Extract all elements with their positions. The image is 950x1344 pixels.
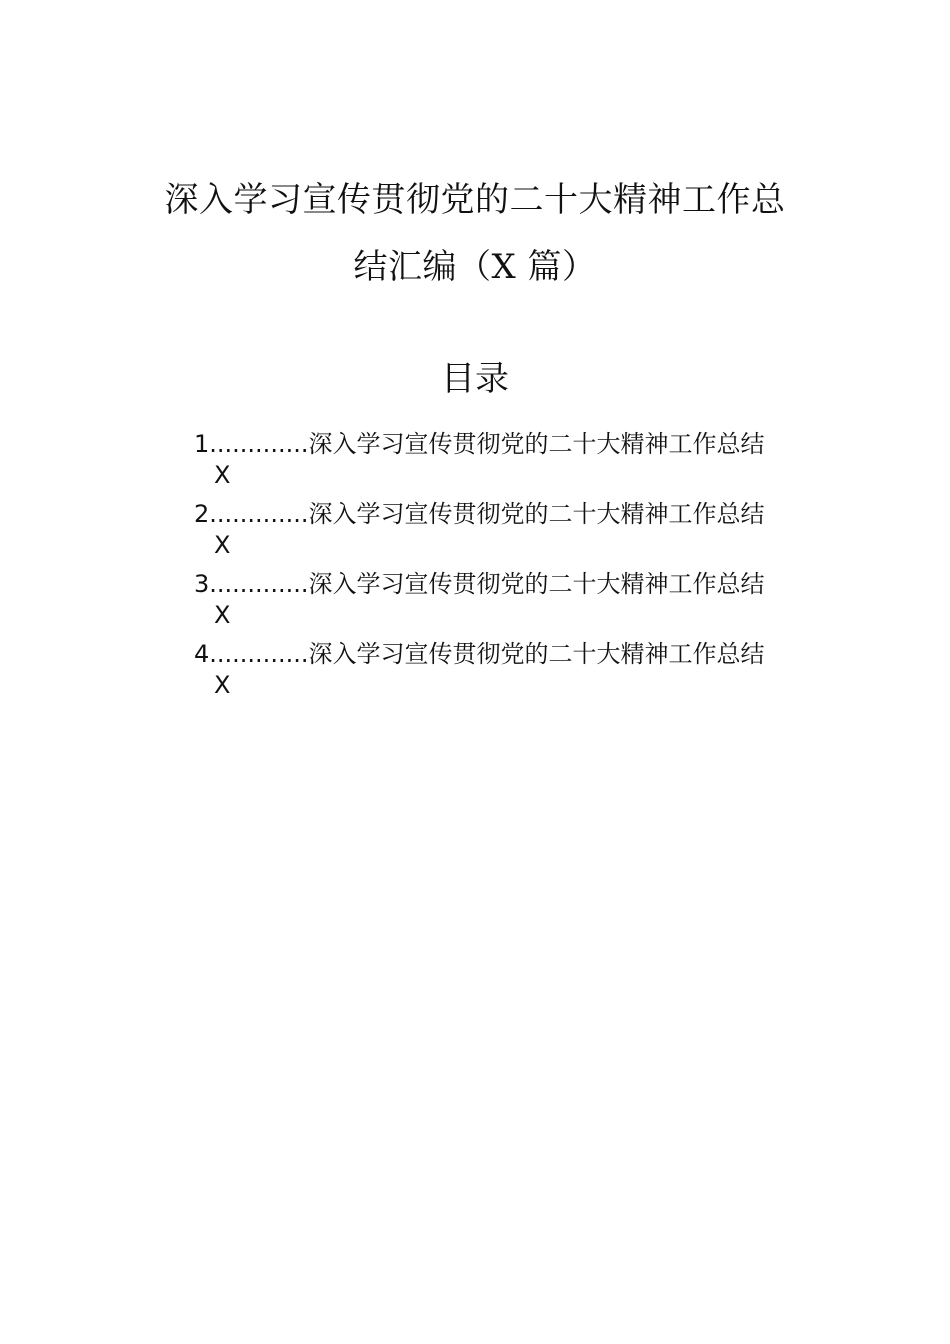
toc-entry[interactable] xyxy=(194,568,834,638)
toc-entry-number: 4 xyxy=(194,640,210,668)
toc-entry-line xyxy=(194,498,834,531)
toc-entry-number: 2 xyxy=(194,500,210,528)
toc-entry-line xyxy=(194,428,834,461)
toc-entry[interactable] xyxy=(194,638,834,708)
document-title-line-1: 深入学习宣传贯彻党的二十大精神工作总 xyxy=(164,180,786,220)
table-of-contents xyxy=(194,428,834,708)
toc-entry-continuation: X xyxy=(214,671,231,699)
toc-entry-leader: ............. xyxy=(209,430,309,458)
toc-entry[interactable] xyxy=(194,428,834,498)
toc-entry[interactable] xyxy=(194,498,834,568)
toc-entry-title: 深入学习宣传贯彻党的二十大精神工作总结 xyxy=(308,640,765,668)
toc-entry-continuation: X xyxy=(214,531,231,559)
toc-heading: 目录 xyxy=(441,359,509,399)
toc-entry-leader: ............. xyxy=(209,570,309,598)
toc-entry-leader: ............. xyxy=(209,640,309,668)
toc-entry-leader: ............. xyxy=(209,500,309,528)
toc-entry-continuation: X xyxy=(214,461,231,489)
toc-entry-number: 3 xyxy=(194,570,210,598)
toc-entry-line xyxy=(194,638,834,671)
toc-entry-continuation: X xyxy=(214,601,231,629)
toc-entry-title: 深入学习宣传贯彻党的二十大精神工作总结 xyxy=(308,500,765,528)
toc-entry-title: 深入学习宣传贯彻党的二十大精神工作总结 xyxy=(308,570,765,598)
toc-entry-line xyxy=(194,568,834,601)
toc-entry-number: 1 xyxy=(194,430,210,458)
toc-entry-title: 深入学习宣传贯彻党的二十大精神工作总结 xyxy=(308,430,765,458)
document-title-line-2: 结汇编（X 篇） xyxy=(353,247,597,287)
